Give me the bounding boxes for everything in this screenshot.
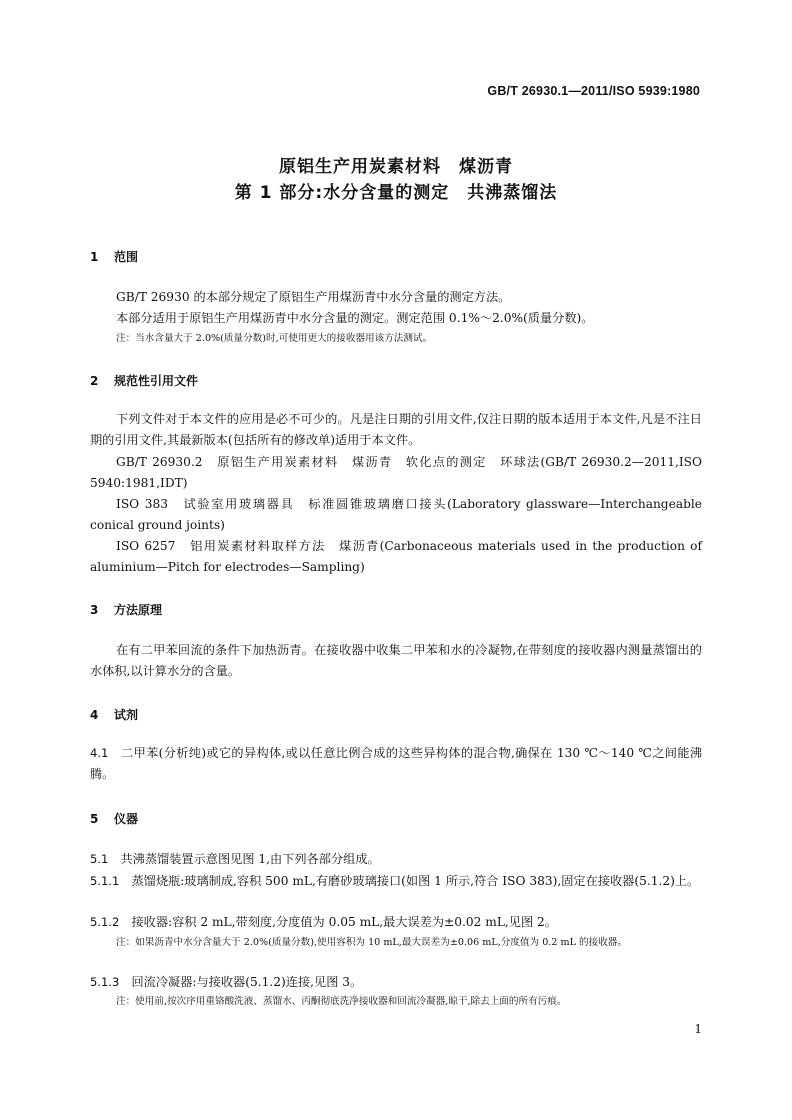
- section-number: 4: [90, 708, 99, 722]
- clause-5-1: [90, 849, 702, 870]
- clause-number: 5.1.2: [90, 915, 120, 929]
- section-heading-apparatus: [90, 810, 138, 827]
- section-heading-scope: [90, 248, 138, 265]
- document-title-line2: 第 1 部分:水分含量的测定 共沸蒸馏法: [234, 183, 558, 203]
- section-heading-reagents: [90, 706, 138, 723]
- clause-number: 5.1: [90, 852, 109, 866]
- standard-code: GB/T 26930.1—2011/ISO 5939:1980: [487, 84, 700, 98]
- section-number: 1: [90, 250, 99, 264]
- clause-number: 4.1: [90, 746, 109, 760]
- section-heading-principle: [90, 601, 162, 618]
- section-title: 仪器: [114, 812, 139, 826]
- note-text: 注：如果沥青中水分含量大于 2.0%(质量分数),使用容积为 10 mL,最大误差为±0.06 mL,分度值为 0.2 mL 的接收器。: [116, 937, 627, 948]
- reference-item: GB/T 26930.2 原铝生产用炭素材料 煤沥青 软化点的测定 环球法(GB/T 26930.2—2011,ISO 5940:1981,IDT): [90, 455, 702, 490]
- clause-5-1-1: [90, 871, 702, 892]
- section-title: 试剂: [114, 708, 139, 722]
- page-number: 1: [694, 1022, 702, 1036]
- section-title: 方法原理: [114, 603, 163, 617]
- principle-paragraph: 在有二甲苯回流的条件下加热沥青。在接收器中收集二甲苯和水的冷凝物,在带刻度的接收器内测量蒸馏出的水体积,以计算水分的含量。: [90, 643, 702, 678]
- apparatus-note-2: 注：使用前,按次序用重铬酸洗液、蒸馏水、丙酮彻底洗净接收器和回流冷凝器,晾干,除去上面的所有污痕。: [116, 996, 567, 1007]
- scope-note: 注：当水含量大于 2.0%(质量分数)时,可使用更大的接收器用该方法测试。: [116, 333, 433, 344]
- section-number: 5: [90, 812, 99, 826]
- document-title-line1: 原铝生产用炭素材料 煤沥青: [279, 157, 513, 177]
- clause-4-1: [90, 743, 702, 785]
- section-number: 3: [90, 603, 99, 617]
- scope-paragraph-1: GB/T 26930 的本部分规定了原铝生产用煤沥青中水分含量的测定方法。: [116, 290, 511, 304]
- clause-text: 共沸蒸馏装置示意图见图 1,由下列各部分组成。: [120, 852, 380, 866]
- clause-number: 5.1.3: [90, 975, 120, 989]
- clause-5-1-3: [90, 972, 702, 993]
- scope-paragraph-2: 本部分适用于原铝生产用煤沥青中水分含量的测定。测定范围 0.1%～2.0%(质量分数)。: [116, 311, 594, 325]
- clause-text: 接收器:容积 2 mL,带刻度,分度值为 0.05 mL,最大误差为±0.02 mL,见图 2。: [131, 915, 557, 929]
- clause-5-1-2: [90, 912, 702, 933]
- section-title: 规范性引用文件: [114, 374, 199, 388]
- reference-item: ISO 6257 铝用炭素材料取样方法 煤沥青(Carbonaceous materials used in the production of aluminium—Pitch for electrodes—Sampling): [90, 539, 702, 574]
- clause-number: 5.1.1: [90, 874, 120, 888]
- section-title: 范围: [114, 250, 139, 264]
- reference-item: ISO 383 试验室用玻璃器具 标准圆锥玻璃磨口接头(Laboratory glassware—Interchangeable conical ground joints): [90, 497, 702, 532]
- clause-text: 二甲苯(分析纯)或它的异构体,或以任意比例合成的这些异构体的混合物,确保在 130 ℃～140 ℃之间能沸腾。: [90, 746, 703, 781]
- section-number: 2: [90, 374, 99, 388]
- apparatus-note-1: [116, 934, 702, 951]
- clause-text: 蒸馏烧瓶:玻璃制成,容积 500 mL,有磨砂玻璃接口(如图 1 所示,符合 ISO 383),固定在接收器(5.1.2)上。: [131, 874, 700, 888]
- references-intro: 下列文件对于本文件的应用是必不可少的。凡是注日期的引用文件,仅注日期的版本适用于本文件,凡是不注日期的引用文件,其最新版本(包括所有的修改单)适用于本文件。: [90, 412, 702, 447]
- section-heading-references: [90, 372, 198, 389]
- clause-text: 回流冷凝器:与接收器(5.1.2)连接,见图 3。: [131, 975, 363, 989]
